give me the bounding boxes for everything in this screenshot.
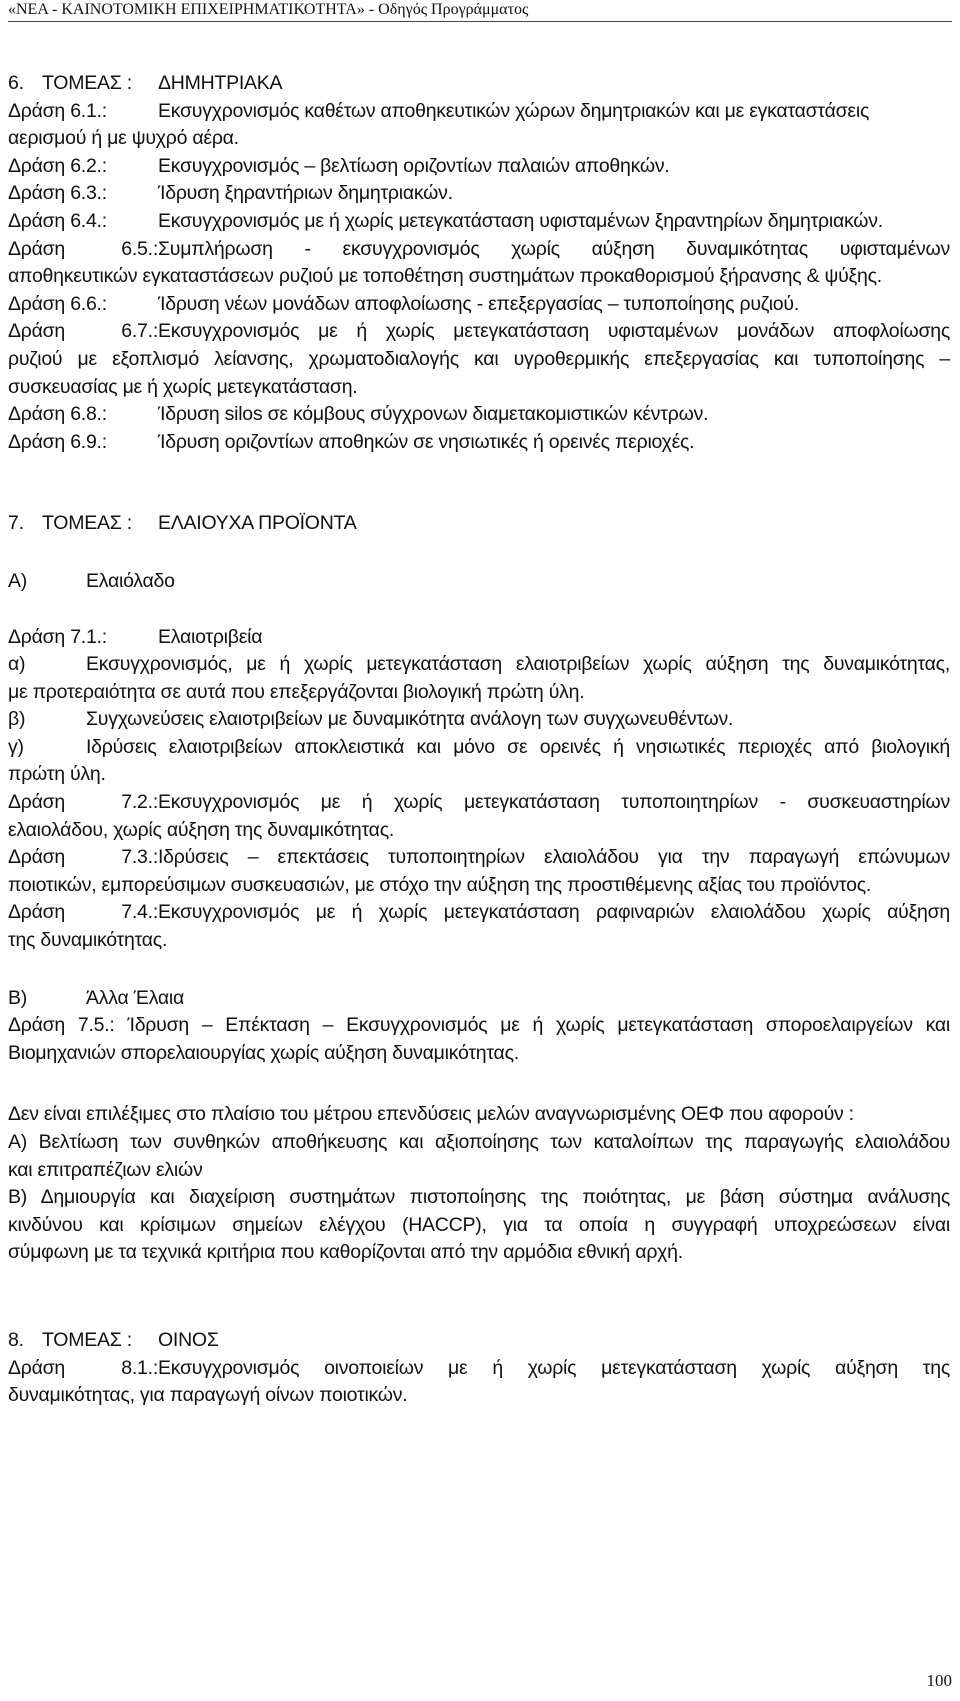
- item-label: β): [8, 708, 26, 731]
- action-7-3: [8, 844, 950, 872]
- action-6-4: [8, 208, 950, 236]
- item-a: [8, 651, 950, 679]
- action-label: Δράση 6.3.:: [8, 182, 107, 205]
- ineligible-b-cont2: σύμφωνη με τα τεχνικά κριτήρια που καθορίζονται από την αρμόδια εθνική αρχή.: [8, 1241, 683, 1264]
- action-text: Εκσυγχρονισμός με ή χωρίς μετεγκατάσταση τυποποιητηρίων - συσκευαστηρίων: [158, 791, 950, 814]
- subsection-name: Ελαιόλαδο: [86, 569, 175, 592]
- sector-label: ΤΟΜΕΑΣ :: [42, 1328, 132, 1351]
- action-label: Δράση 7.4.:: [8, 901, 158, 924]
- sector-label: ΤΟΜΕΑΣ :: [42, 72, 132, 94]
- sector-name: ΟΙΝΟΣ: [158, 1328, 219, 1351]
- subsection-a-heading: [8, 568, 950, 596]
- action-text: Εκσυγχρονισμός με ή χωρίς μετεγκατάσταση ραφιναριών ελαιολάδου χωρίς αύξηση: [158, 901, 950, 924]
- action-text: Ιδρύσεις – επεκτάσεις τυποποιητηρίων ελαιολάδου για την παραγωγή επώνυμων: [158, 846, 950, 869]
- sector-name: ΔΗΜΗΤΡΙΑΚΑ: [158, 72, 283, 94]
- document-body: [8, 70, 950, 1410]
- action-6-7-cont2: συσκευασίας με ή χωρίς μετεγκατάσταση.: [8, 375, 358, 398]
- page-number: 100: [926, 1671, 952, 1690]
- subsection-label: Β): [8, 986, 27, 1009]
- header-title: «ΝΕΑ - ΚΑΙΝΟΤΟΜΙΚΗ ΕΠΙΧΕΙΡΗΜΑΤΙΚΟΤΗΤΑ» - Οδηγός Προγράμματος: [8, 1, 529, 18]
- action-text: Εκσυγχρονισμός – βελτίωση οριζοντίων παλαιών αποθηκών.: [158, 154, 670, 177]
- action-label: Δράση 7.1.:: [8, 625, 107, 648]
- action-7-4-cont: της δυναμικότητας.: [8, 929, 168, 952]
- item-label: γ): [8, 735, 24, 758]
- spacer: [8, 596, 950, 624]
- action-label: Δράση 7.5.:: [8, 1014, 115, 1037]
- action-label: Δράση 7.3.:: [8, 846, 158, 869]
- section-8-heading: [8, 1327, 950, 1355]
- spacer: [8, 1267, 950, 1327]
- action-6-5: [8, 236, 950, 264]
- action-label: Δράση 7.2.:: [8, 791, 158, 814]
- action-label: Δράση 6.6.:: [8, 292, 107, 315]
- action-text: Ίδρυση – Επέκταση – Εκσυγχρονισμός με ή χωρίς μετεγκατάσταση σποροελαιργείων και: [127, 1014, 950, 1037]
- ineligible-intro: Δεν είναι επιλέξιμες στο πλαίσιο του μέτρου επενδύσεις μελών αναγνωρισμένης ΟΕΦ που αφορούν :: [8, 1103, 854, 1126]
- ineligible-b: Β) Δημιουργία και διαχείριση συστημάτων πιστοποίησης της ποιότητας, με βάση σύστημα ανάλυσης: [8, 1186, 950, 1209]
- item-a-cont: με προτεραιότητα σε αυτά που επεξεργάζονται βιολογική πρώτη ύλη.: [8, 680, 585, 703]
- action-text: Ίδρυση ξηραντήριων δημητριακών.: [158, 182, 453, 205]
- action-text: Εκσυγχρονισμός οινοποιείων με ή χωρίς μετεγκατάσταση χωρίς αύξηση της: [158, 1356, 950, 1379]
- action-text: Ελαιοτριβεία: [158, 625, 263, 648]
- action-text: Εκσυγχρονισμός καθέτων αποθηκευτικών χώρων δημητριακών και με εγκαταστάσεις: [158, 99, 870, 122]
- action-6-8: [8, 401, 950, 429]
- action-8-1-cont: δυναμικότητας, για παραγωγή οίνων ποιοτικών.: [8, 1384, 408, 1407]
- action-7-3-cont: ποιοτικών, εμπορεύσιμων συσκευασιών, με στόχο την αύξηση της προστιθέμενης αξίας του προϊόντος.: [8, 873, 872, 896]
- action-6-6: [8, 291, 950, 319]
- ineligible-a-cont: και επιτραπέζιων ελιών: [8, 1158, 203, 1181]
- action-7-2: [8, 789, 950, 817]
- action-6-1-cont: αερισμού ή με ψυχρό αέρα.: [8, 127, 239, 150]
- spacer: [8, 456, 950, 510]
- spacer: [8, 538, 950, 568]
- action-label: Δράση 6.4.:: [8, 209, 107, 232]
- item-c: [8, 734, 950, 762]
- spacer: [8, 955, 950, 985]
- ineligible-b-cont: κινδύνου και κρίσιμων σημείων ελέγχου (HACCP), για τα οποία η συγγραφή υποχρεώσεων είναι: [8, 1213, 950, 1236]
- item-text: Ιδρύσεις ελαιοτριβείων αποκλειστικά και μόνο σε ορεινές ή νησιωτικές περιοχές από βιολογική: [86, 735, 950, 758]
- action-text: Εκσυγχρονισμός με ή χωρίς μετεγκατάσταση υφισταμένων μονάδων αποφλοίωσης: [158, 320, 950, 343]
- action-text: Συμπλήρωση - εκσυγχρονισμός χωρίς αύξηση δυναμικότητας υφισταμένων: [158, 237, 950, 260]
- action-label: Δράση 6.2.:: [8, 154, 107, 177]
- action-text: Ίδρυση οριζοντίων αποθηκών σε νησιωτικές ή ορεινές περιοχές.: [158, 430, 695, 453]
- running-header: [8, 0, 952, 22]
- action-label: Δράση 6.8.:: [8, 403, 107, 426]
- action-text: Ίδρυση νέων μονάδων αποφλοίωσης - επεξεργασίας – τυποποίησης ρυζιού.: [158, 292, 799, 315]
- subsection-b-heading: [8, 985, 950, 1013]
- action-text: Ίδρυση silos σε κόμβους σύγχρονων διαμετακομιστικών κέντρων.: [158, 403, 709, 426]
- action-6-1: [8, 98, 950, 126]
- action-7-5-cont: Βιομηχανιών σπορελαιουργίας χωρίς αύξηση δυναμικότητας.: [8, 1041, 519, 1064]
- section-number: 6.: [8, 72, 24, 94]
- item-c-cont: πρώτη ύλη.: [8, 763, 106, 786]
- action-6-9: [8, 429, 950, 457]
- action-7-4: [8, 899, 950, 927]
- sector-label: ΤΟΜΕΑΣ :: [42, 512, 132, 535]
- action-7-2-cont: ελαιολάδου, χωρίς αύξηση της δυναμικότητας.: [8, 818, 395, 841]
- section-6-heading: [8, 70, 950, 98]
- action-label: Δράση 6.5.:: [8, 237, 158, 260]
- action-label: Δράση 6.7.:: [8, 320, 158, 343]
- ineligible-a: Α) Βελτίωση των συνθηκών αποθήκευσης και αξιοποίησης των καταλοίπων της παραγωγής ελαιολάδου: [8, 1131, 950, 1153]
- section-7-heading: [8, 510, 950, 538]
- action-label: Δράση 8.1.:: [8, 1356, 158, 1379]
- sector-name: ΕΛΑΙΟΥΧΑ ΠΡΟΪΟΝΤΑ: [158, 512, 357, 535]
- action-6-3: [8, 180, 950, 208]
- action-label: Δράση 6.1.:: [8, 99, 107, 122]
- action-label: Δράση 6.9.:: [8, 430, 107, 453]
- action-6-5-cont: αποθηκευτικών εγκαταστάσεων ρυζιού με τοποθέτηση συστημάτων προκαθορισμού ξήρανσης & ψύξης.: [8, 265, 882, 288]
- action-7-5: [8, 1012, 950, 1040]
- action-6-7-cont: ρυζιού με εξοπλισμό λείανσης, χρωματοδιαλογής και υγροθερμικής επεξεργασίας και τυποποίησης –: [8, 347, 950, 370]
- section-number: 8.: [8, 1328, 24, 1351]
- subsection-name: Άλλα Έλαια: [86, 986, 185, 1009]
- action-text: Εκσυγχρονισμός με ή χωρίς μετεγκατάσταση υφισταμένων ξηραντηρίων δημητριακών.: [158, 209, 883, 232]
- item-label: α): [8, 653, 26, 676]
- item-text: Εκσυγχρονισμός, με ή χωρίς μετεγκατάσταση ελαιοτριβείων χωρίς αύξηση της δυναμικότητας,: [86, 653, 950, 676]
- spacer: [8, 1067, 950, 1101]
- action-6-7: [8, 318, 950, 346]
- item-text: Συγχωνεύσεις ελαιοτριβείων με δυναμικότητα ανάλογη των συγχωνευθέντων.: [86, 708, 734, 731]
- subsection-label: Α): [8, 569, 27, 592]
- action-7-1: [8, 624, 950, 652]
- action-6-2: [8, 153, 950, 181]
- action-8-1: [8, 1355, 950, 1383]
- item-b: [8, 706, 950, 734]
- section-number: 7.: [8, 512, 24, 535]
